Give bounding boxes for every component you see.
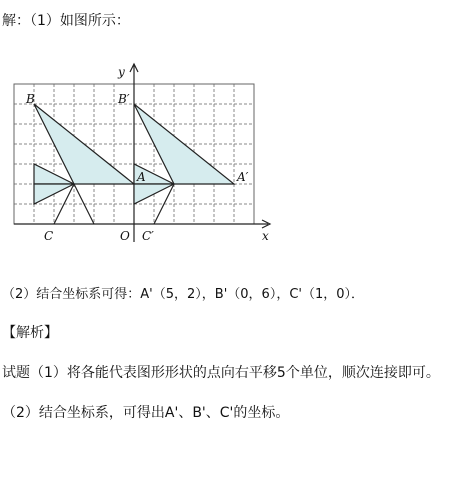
origin-label: O bbox=[120, 229, 130, 243]
x-axis-label: x bbox=[262, 229, 269, 243]
label-C: C bbox=[44, 229, 54, 243]
label-A-prime: A′ bbox=[237, 170, 249, 184]
axes bbox=[14, 64, 270, 242]
solution-heading: 解：（1）如图所示： bbox=[2, 13, 130, 29]
y-axis-label: y bbox=[118, 65, 125, 79]
coordinate-figure bbox=[0, 50, 464, 260]
label-B: B bbox=[26, 92, 35, 106]
label-A: A bbox=[137, 170, 146, 184]
analysis-step-1: 试题（1）将各能代表图形形状的点向右平移5个单位，顺次连接即可。 bbox=[2, 365, 440, 381]
coordinates-result: （2）结合坐标系可得：A'（5，2），B'（0，6），C'（1，0）． bbox=[2, 287, 365, 302]
analysis-step-2: （2）结合坐标系，可得出A'、B'、C'的坐标。 bbox=[2, 405, 290, 421]
label-C-prime: C′ bbox=[142, 229, 154, 243]
label-B-prime: B′ bbox=[118, 92, 130, 106]
analysis-heading: 【解析】 bbox=[2, 325, 58, 341]
